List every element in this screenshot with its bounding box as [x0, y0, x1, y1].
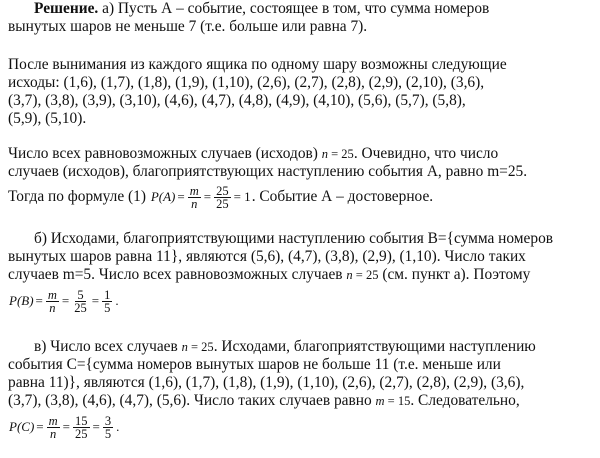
part-c-line-4c: . Следовательно, [410, 392, 520, 409]
period: . [116, 419, 120, 434]
outcomes-paragraph [8, 56, 507, 128]
outcomes-line-1: После вынимания из каждого ящика по одному шару возможны следующие [8, 56, 507, 73]
n-value: = 25 [328, 147, 354, 161]
period: . [115, 293, 119, 308]
m-symbol: m [375, 394, 385, 408]
fraction-3-5 [102, 415, 114, 440]
part-c-line-1a: в) Число всех случаев [34, 338, 182, 355]
part-c-line-1c: . Исходами, благоприятствующими наступлению [213, 338, 536, 355]
part-c-paragraph [8, 338, 536, 444]
pa-symbol: P(A) [150, 189, 176, 204]
count-line-2: случаев (исходов), благоприятствующих наступлению события А, равно m=25. [8, 163, 528, 180]
solution-heading: Решение. [34, 0, 99, 17]
m-value: = 15 [384, 394, 411, 408]
n-symbol: n [321, 147, 328, 161]
equals-one: = 1 [233, 189, 251, 204]
fraction-m-n [187, 185, 202, 210]
part-c-line-3: равна 11)}, являются (1,6), (1,7), (1,8), (1,9), (1,10), (2,6), (2,7), (2,8), (2,9), (3,6), [8, 374, 525, 391]
fraction-denominator: 25 [216, 196, 229, 211]
equals-sign-3: = [91, 293, 100, 308]
fraction-denominator: 25 [75, 426, 88, 441]
equals-sign-2: = [203, 189, 212, 204]
fraction-numerator: m [189, 183, 199, 198]
fraction-numerator: m [47, 287, 57, 302]
formula-pa [150, 181, 252, 213]
fraction-denominator: n [49, 300, 56, 315]
count-line-1c: . Очевидно, что число [353, 145, 499, 162]
fraction-numerator: m [48, 413, 58, 428]
formula-pb [8, 284, 120, 318]
outcomes-line-3: (3,7), (3,8), (3,9), (3,10), (4,6), (4,7), (4,8), (4,9), (4,10), (5,6), (5,7), (5,8), [8, 92, 466, 109]
fraction-m-n [45, 289, 60, 314]
formula-pc [8, 410, 120, 444]
n-value: = 25 [187, 340, 214, 354]
part-b-line-3c: (см. пункт а). Поэтому [378, 266, 531, 283]
fraction-15-25 [72, 415, 91, 440]
part-a-intro-text-1: а) Пусть А – событие, состоящее в том, что сумма номеров [98, 0, 490, 17]
equals-sign-2: = [62, 419, 70, 434]
fraction-25-25 [213, 185, 232, 210]
part-b-line-2: вынутых шаров равна 11}, являются (5,6), (4,7), (3,8), (2,9), (1,10). Число таких [8, 248, 526, 265]
fraction-numerator: 15 [75, 413, 88, 428]
part-b-line-3a: случаев m=5. Число всех равновозможных случаев [8, 266, 347, 283]
count-line-3a: Тогда по формуле (1) [8, 188, 150, 205]
fraction-denominator: 5 [104, 426, 112, 441]
part-b-line-1: б) Исходами, благоприятствующими наступлению события B={сумма номеров [34, 230, 554, 247]
equals-sign-2: = [61, 293, 70, 308]
part-a-intro-text-2: вынутых шаров не меньше 7 (т.е. больше или равна 7). [8, 18, 368, 35]
outcomes-line-4: (5,9), (5,10). [8, 110, 87, 127]
part-b-paragraph [8, 230, 553, 318]
fraction-denominator: 5 [104, 300, 111, 315]
fraction-denominator: 25 [74, 300, 87, 315]
equals-sign: = [36, 419, 44, 434]
fraction-numerator: 25 [216, 183, 229, 198]
fraction-5-25 [71, 289, 90, 314]
count-line-3b: . Событие А – достоверное. [251, 188, 434, 205]
part-c-line-2: события C={сумма номеров вынутых шаров не больше 11 (т.е. меньше или [8, 356, 501, 373]
pb-symbol: P(B) [9, 293, 34, 308]
count-paragraph [8, 145, 527, 213]
outcomes-line-2: исходы: (1,6), (1,7), (1,8), (1,9), (1,10), (2,6), (2,7), (2,8), (2,9), (2,10), (3,6), [8, 74, 485, 91]
equals-sign-3: = [92, 419, 100, 434]
n-value: = 25 [352, 268, 379, 282]
fraction-numerator: 1 [104, 287, 111, 302]
equals-sign: = [35, 293, 43, 308]
fraction-denominator: n [191, 196, 198, 211]
count-line-1a: Число всех равновозможных случаев (исходов) [8, 145, 322, 162]
fraction-numerator: 5 [77, 287, 84, 302]
fraction-1-5 [101, 289, 113, 314]
n-symbol: n [181, 340, 188, 354]
part-c-line-4a: (3,7), (3,8), (4,6), (4,7), (5,6). Число таких случаев равно [8, 392, 376, 409]
equals-sign: = [177, 189, 185, 204]
fraction-numerator: 3 [104, 413, 112, 428]
part-a-intro [8, 0, 489, 36]
pc-symbol: P(C) [9, 419, 35, 434]
n-symbol: n [346, 268, 353, 282]
fraction-denominator: n [50, 426, 57, 441]
fraction-m-n [46, 415, 61, 440]
